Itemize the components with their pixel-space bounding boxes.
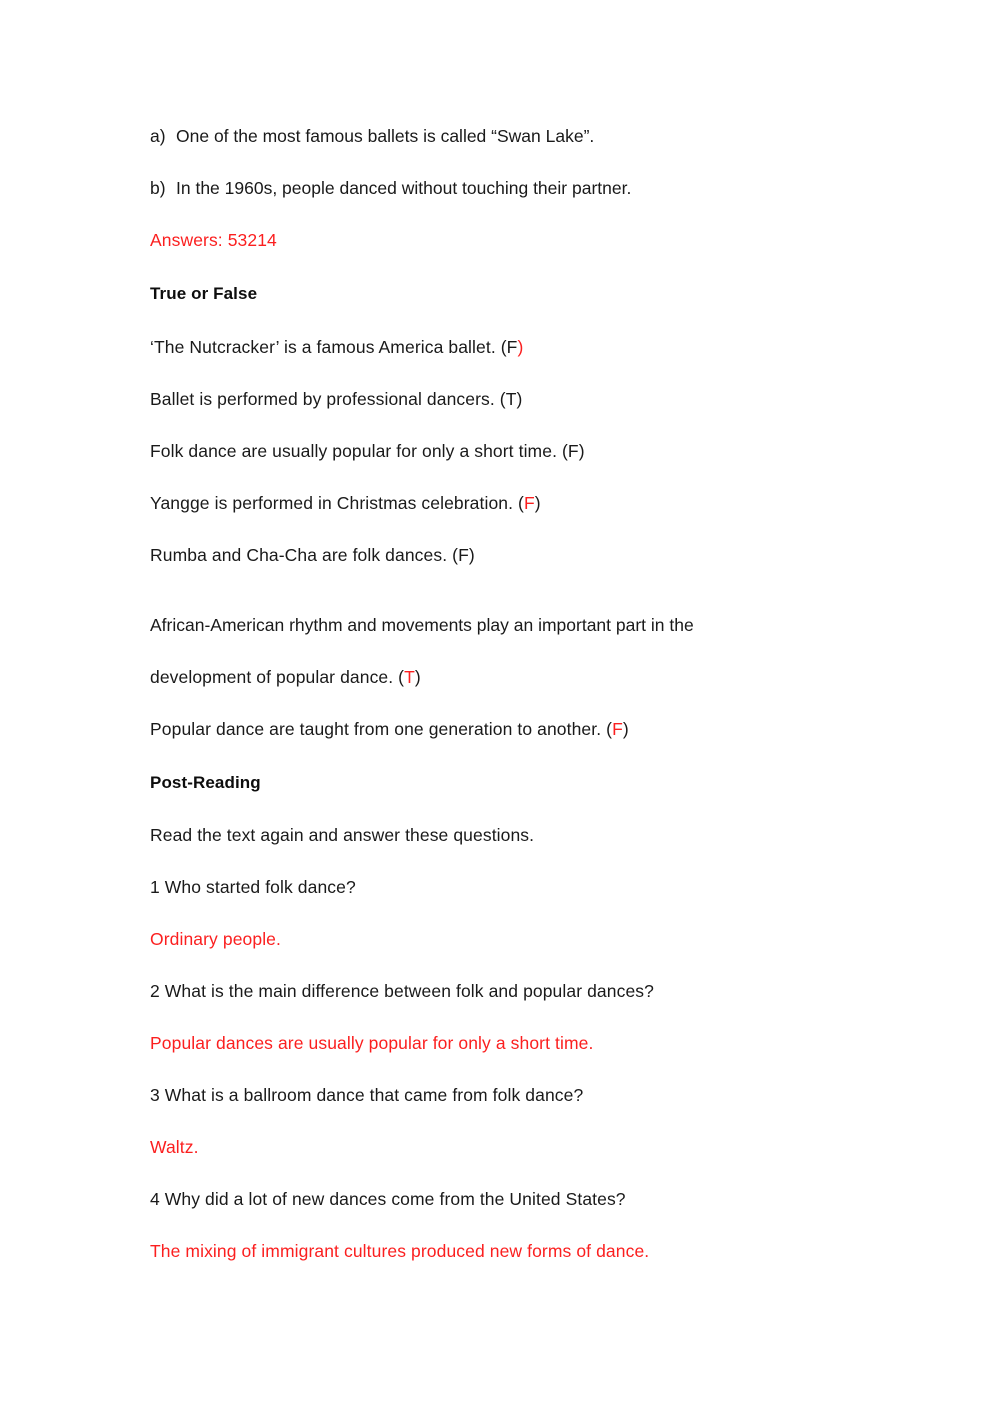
true-false-statement	[150, 718, 850, 739]
document-body	[150, 128, 850, 1295]
true-false-statement: Ballet is performed by professional dancers. (T)	[150, 388, 523, 409]
true-false-statement-justified	[150, 599, 850, 651]
list-item-marker: a)	[150, 126, 166, 146]
true-false-statement: Folk dance are usually popular for only a short time. (F)	[150, 440, 585, 461]
section-heading-post-reading: Post-Reading	[150, 772, 261, 792]
statement-text: Yangge is performed in Christmas celebration. (	[150, 492, 524, 513]
post-reading-answer: Waltz.	[150, 1137, 199, 1157]
true-false-statement	[150, 336, 850, 357]
statement-text-line-one: African-American rhythm and movements play an important part in the	[150, 614, 694, 635]
statement-answer-mark: F	[524, 492, 535, 513]
statement-close-paren: )	[414, 666, 421, 687]
statement-answer-mark: )	[517, 336, 524, 357]
list-item-text: In the 1960s, people danced without touching their partner.	[176, 178, 632, 198]
list-item	[150, 180, 850, 198]
list-item	[150, 128, 850, 146]
statement-text: ‘The Nutcracker’ is a famous America ballet. (F	[150, 336, 518, 357]
post-reading-question: 2 What is the main difference between folk and popular dances?	[150, 981, 654, 1001]
statement-close-paren: )	[622, 718, 629, 739]
true-false-statement: Rumba and Cha-Cha are folk dances. (F)	[150, 544, 475, 565]
statement-text: Popular dance are taught from one generation to another. (	[150, 718, 613, 739]
post-reading-question: 3 What is a ballroom dance that came from folk dance?	[150, 1085, 584, 1105]
section-heading-true-or-false: True or False	[150, 284, 258, 303]
list-item-text: One of the most famous ballets is called “Swan Lake”.	[176, 126, 595, 146]
answers-key-line: Answers: 53214	[150, 230, 277, 250]
post-reading-answer: Ordinary people.	[150, 929, 281, 949]
statement-answer-mark: F	[612, 718, 623, 739]
true-false-statement	[150, 492, 850, 513]
post-reading-instruction: Read the text again and answer these questions.	[150, 825, 535, 845]
post-reading-question: 4 Why did a lot of new dances come from the United States?	[150, 1189, 626, 1209]
post-reading-question: 1 Who started folk dance?	[150, 877, 356, 897]
list-item-marker: b)	[150, 178, 166, 198]
statement-text-line-two: development of popular dance. (	[150, 666, 405, 687]
post-reading-answer: The mixing of immigrant cultures produced new forms of dance.	[150, 1241, 650, 1261]
statement-answer-mark: T	[404, 666, 415, 687]
post-reading-answer: Popular dances are usually popular for only a short time.	[150, 1033, 594, 1053]
statement-close-paren: )	[534, 492, 541, 513]
true-false-statement-continued	[150, 666, 850, 687]
